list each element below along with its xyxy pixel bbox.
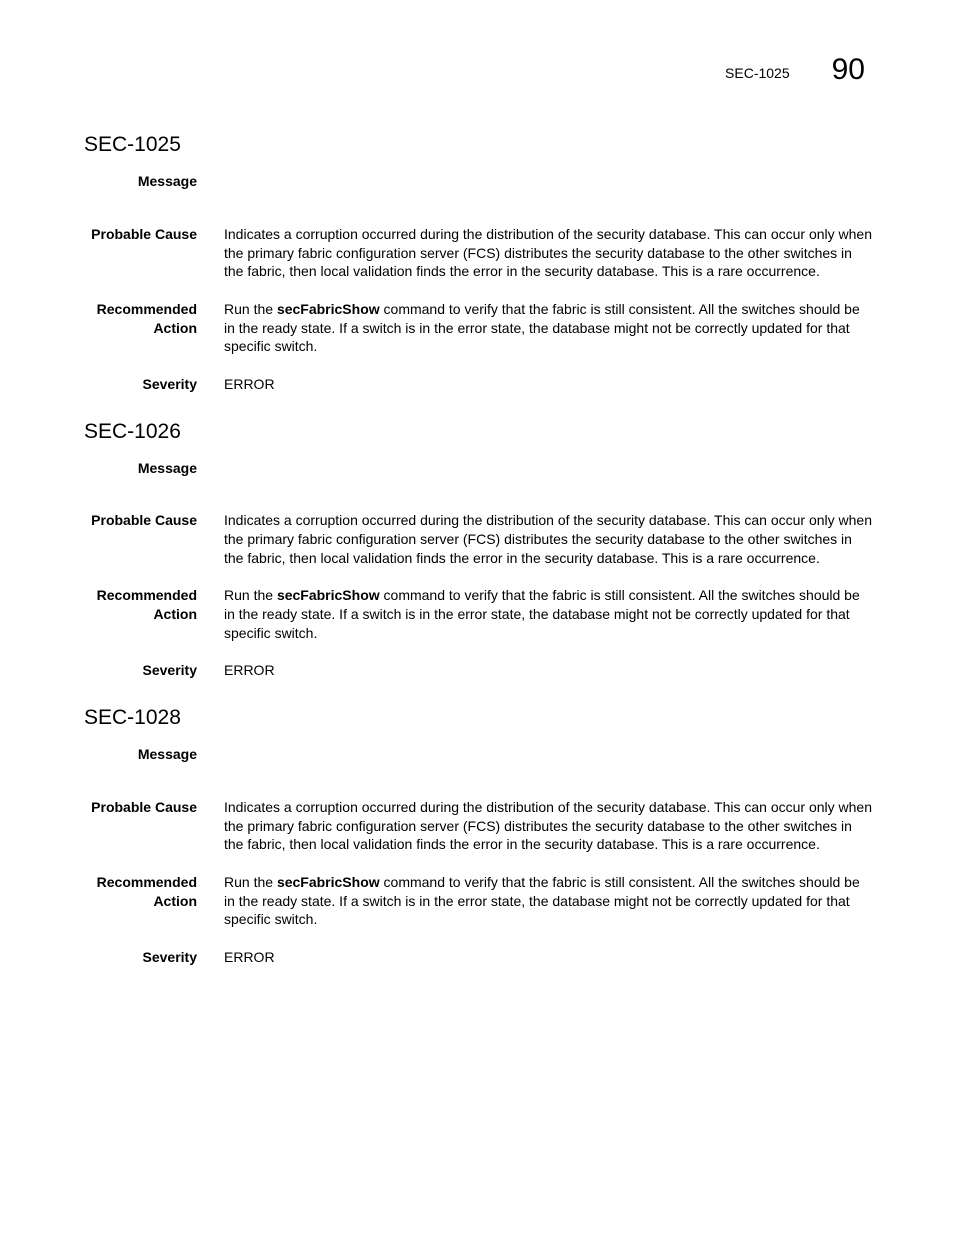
action-text-after: command to verify that the fabric is still consistent. All the switches should be in the ready state. If a switch is in the error state, the database might not be correctly updated for that specific switch. [224,587,860,641]
message-value [224,459,874,478]
recommended-action-row [84,873,874,929]
recommended-action-row [84,300,874,356]
message-row [84,745,874,764]
action-text-after: command to verify that the fabric is still consistent. All the switches should be in the ready state. If a switch is in the error state, the database might not be correctly updated for that specific switch. [224,873,860,928]
severity-row [84,661,874,680]
command-name: secFabricShow [276,587,380,604]
message-section [84,130,874,394]
message-row [84,459,874,478]
recommended-action-text [224,873,874,929]
recommended-action-label: Recommended Action [96,873,197,909]
message-section [84,703,874,967]
section-title: SEC-1026 [84,419,181,443]
action-text-before: Run the [224,300,277,317]
page-content [84,130,874,990]
recommended-action-text [224,586,874,642]
message-label: Message [137,173,197,189]
severity-row [84,948,874,967]
message-value [224,745,874,764]
severity-row [84,375,874,394]
recommended-action-row [84,586,874,642]
message-label: Message [137,746,197,762]
probable-cause-text: Indicates a corruption occurred during the distribution of the security database. This can occur only when the primary fabric configuration server (FCS) distributes the security database to the other switches in the fabric, then local validation finds the error in the security database. This is a rare occurrence. [224,512,872,566]
probable-cause-row [84,225,874,281]
action-text-before: Run the [224,873,277,890]
severity-label: Severity [142,662,197,679]
recommended-action-label: Recommended Action [96,300,197,336]
section-title: SEC-1025 [84,133,181,156]
message-row [84,172,874,191]
severity-label: Severity [142,948,197,965]
message-label: Message [137,459,197,476]
page-header [725,52,865,88]
action-text-after: command to verify that the fabric is still consistent. All the switches should be in the ready state. If a switch is in the error state, the database might not be correctly updated for that specific switch. [224,300,860,355]
probable-cause-row [84,798,874,854]
message-value [224,172,874,191]
command-name: secFabricShow [276,873,380,890]
action-text-before: Run the [224,587,277,604]
running-header: SEC-1025 [725,65,790,81]
probable-cause-label: Probable Cause [91,512,197,529]
severity-label: Severity [142,375,197,392]
probable-cause-text: Indicates a corruption occurred during the distribution of the security database. This can occur only when the primary fabric configuration server (FCS) distributes the security database to the other switches in the fabric, then local validation finds the error in the security database. This is a rare occurrence. [224,798,872,853]
section-title: SEC-1028 [84,706,181,729]
severity-value: ERROR [224,948,275,965]
severity-value: ERROR [224,375,275,392]
severity-value: ERROR [224,662,275,679]
probable-cause-row [84,511,874,567]
recommended-action-label: Recommended Action [96,587,197,622]
recommended-action-text [224,300,874,356]
command-name: secFabricShow [276,300,380,317]
probable-cause-label: Probable Cause [91,225,197,242]
probable-cause-label: Probable Cause [91,798,197,815]
probable-cause-text: Indicates a corruption occurred during the distribution of the security database. This can occur only when the primary fabric configuration server (FCS) distributes the security database to the other switches in the fabric, then local validation finds the error in the security database. This is a rare occurrence. [224,225,872,280]
chapter-number: 90 [831,53,865,86]
message-section [84,417,874,681]
